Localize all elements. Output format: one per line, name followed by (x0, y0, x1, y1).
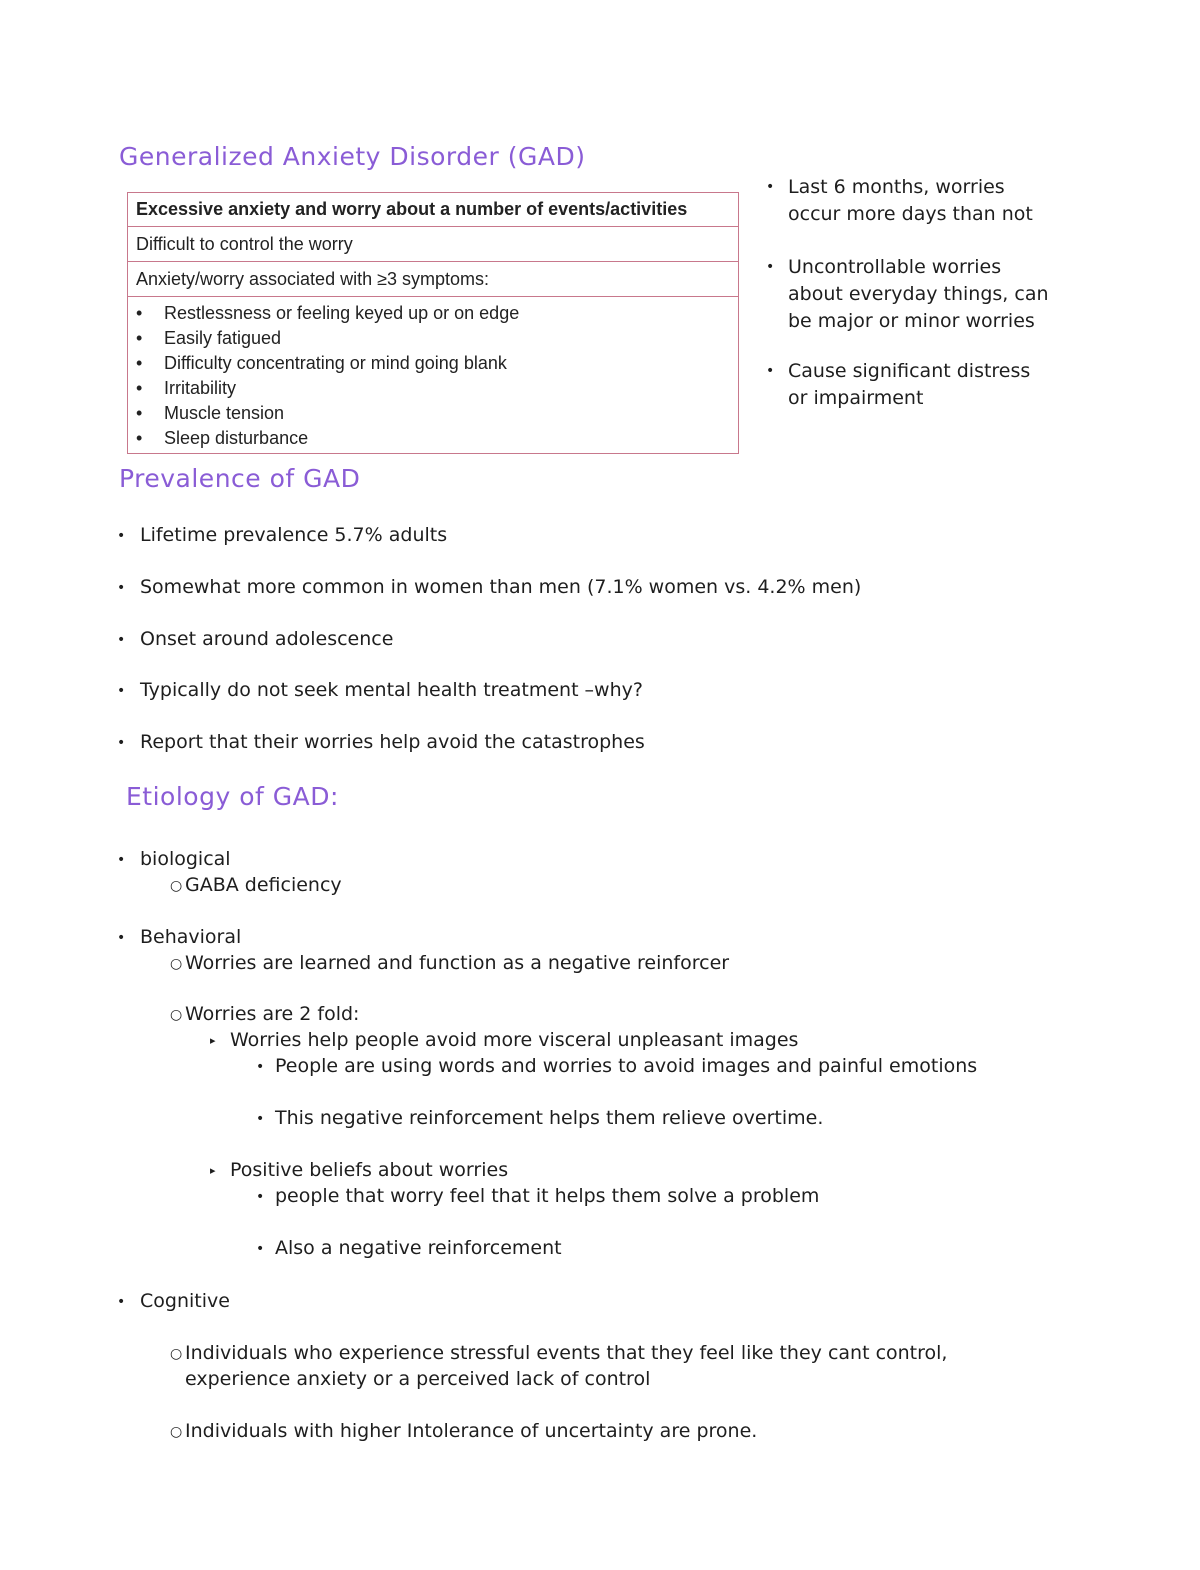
list-item: • Easily fatigued (136, 328, 282, 348)
side-note-2: Uncontrollable worries about everyday things, can be major or minor worries (788, 256, 1049, 332)
list-item: • Muscle tension (136, 403, 285, 423)
list-item: • Sleep disturbance (136, 428, 309, 448)
bullet-icon: • (256, 1111, 265, 1127)
list-item: Onset around adolescence (140, 628, 394, 650)
list-item: Cognitive (140, 1290, 230, 1312)
criteria-row-3: Anxiety/worry associated with ≥3 symptoms: (128, 262, 738, 297)
circle-bullet-icon: ○ (170, 878, 183, 894)
circle-bullet-icon: ○ (170, 956, 183, 972)
arrow-bullet-icon: ▸ (210, 1164, 216, 1177)
criteria-row-2: Difficult to control the worry (128, 227, 738, 262)
list-item: Report that their worries help avoid the catastrophes (140, 731, 645, 753)
heading-etiology: Etiology of GAD: (126, 782, 339, 811)
heading-gad: Generalized Anxiety Disorder (GAD) (119, 142, 586, 171)
circle-bullet-icon: ○ (170, 1424, 183, 1440)
criteria-row-1: Excessive anxiety and worry about a number of events/activities (128, 193, 738, 227)
bullet-icon: • (766, 179, 775, 195)
list-item: People are using words and worries to avoid images and painful emotions (275, 1055, 978, 1077)
side-note-1: Last 6 months, worries occur more days than not (788, 176, 1033, 225)
list-item-continued: experience anxiety or a perceived lack of control (185, 1368, 651, 1390)
arrow-bullet-icon: ▸ (210, 1034, 216, 1047)
bullet-icon: • (117, 852, 126, 868)
heading-prevalence: Prevalence of GAD (119, 464, 361, 493)
list-item: Typically do not seek mental health treatment –why? (140, 679, 643, 701)
bullet-icon: • (117, 735, 126, 751)
bullet-icon: • (766, 363, 775, 379)
list-item: Positive beliefs about worries (230, 1159, 509, 1181)
circle-bullet-icon: ○ (170, 1007, 183, 1023)
list-item: people that worry feel that it helps them solve a problem (275, 1185, 820, 1207)
list-item: Behavioral (140, 926, 242, 948)
side-note-3: Cause significant distress or impairment (788, 360, 1031, 409)
bullet-icon: • (256, 1241, 265, 1257)
bullet-icon: • (117, 930, 126, 946)
bullet-icon: • (256, 1189, 265, 1205)
bullet-icon: • (766, 259, 775, 275)
list-item: Lifetime prevalence 5.7% adults (140, 524, 448, 546)
list-item: Worries are 2 fold: (185, 1003, 360, 1025)
bullet-icon: • (117, 580, 126, 596)
bullet-icon: • (117, 528, 126, 544)
list-item: Also a negative reinforcement (275, 1237, 562, 1259)
list-item: Individuals who experience stressful events that they feel like they cant control, (185, 1342, 948, 1364)
bullet-icon: • (117, 1294, 126, 1310)
list-item: • Difficulty concentrating or mind going blank (136, 353, 507, 373)
list-item: biological (140, 848, 231, 870)
bullet-icon: • (117, 683, 126, 699)
list-item: Worries are learned and function as a negative reinforcer (185, 952, 730, 974)
bullet-icon: • (117, 632, 126, 648)
bullet-icon: • (256, 1059, 265, 1075)
symptom-list (128, 297, 738, 451)
list-item: • Restlessness or feeling keyed up or on edge (136, 303, 520, 323)
list-item: Somewhat more common in women than men (7.1% women vs. 4.2% men) (140, 576, 862, 598)
list-item: GABA deficiency (185, 874, 342, 896)
list-item: Worries help people avoid more visceral unpleasant images (230, 1029, 799, 1051)
list-item: This negative reinforcement helps them relieve overtime. (275, 1107, 824, 1129)
circle-bullet-icon: ○ (170, 1346, 183, 1362)
list-item: Individuals with higher Intolerance of uncertainty are prone. (185, 1420, 758, 1442)
criteria-table (127, 192, 739, 454)
list-item: • Irritability (136, 378, 237, 398)
